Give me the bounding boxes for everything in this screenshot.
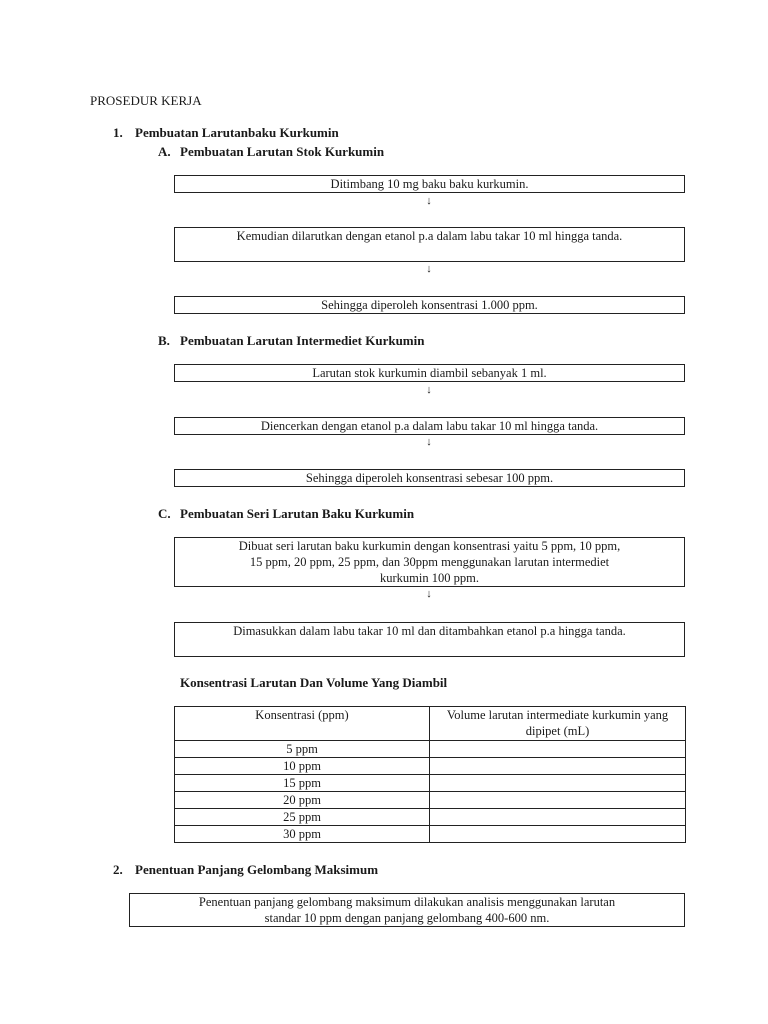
step-box: [174, 175, 685, 193]
arrow-down-icon: ↓: [426, 436, 432, 448]
arrow-down-icon: ↓: [426, 384, 432, 396]
step-box: [174, 537, 685, 587]
table-header-row: [175, 707, 686, 741]
step-box: [174, 296, 685, 314]
subsection-b-letter: B.: [158, 333, 170, 348]
table-cell: [430, 792, 686, 809]
column-header: Volume larutan intermediate kurkumin yang dipipet (mL): [430, 707, 686, 741]
table-cell: [430, 775, 686, 792]
step-text: Sehingga diperoleh konsentrasi 1.000 ppm.: [321, 298, 538, 312]
step-box: [174, 227, 685, 262]
table-row: [175, 758, 686, 775]
table-heading: Konsentrasi Larutan Dan Volume Yang Diambil: [180, 675, 448, 690]
page-title: PROSEDUR KERJA: [90, 93, 202, 108]
table-row: [175, 826, 686, 843]
subsection-c-letter: C.: [158, 506, 171, 521]
section-1-heading: Pembuatan Larutanbaku Kurkumin: [135, 125, 339, 140]
step-text: Penentuan panjang gelombang maksimum dilakukan analisis menggunakan larutan standar 10 ppm dengan panjang gelombang 400-600 nm.: [198, 895, 616, 925]
section-2-number: 2.: [113, 862, 123, 877]
step-text: Dimasukkan dalam labu takar 10 ml dan ditambahkan etanol p.a hingga tanda.: [233, 624, 626, 638]
step-box: [129, 893, 685, 927]
arrow-down-icon: ↓: [426, 263, 432, 275]
section-2-heading: Penentuan Panjang Gelombang Maksimum: [135, 862, 379, 877]
table-cell: [430, 758, 686, 775]
step-box: [174, 469, 685, 487]
step-box: [174, 364, 685, 382]
arrow-down-icon: ↓: [426, 195, 432, 207]
subsection-a-letter: A.: [158, 144, 171, 159]
table-cell: 15 ppm: [175, 775, 430, 792]
concentration-table: [174, 706, 686, 843]
step-text: Sehingga diperoleh konsentrasi sebesar 100 ppm.: [305, 471, 554, 485]
step-box: [174, 417, 685, 435]
column-header: Konsentrasi (ppm): [175, 707, 430, 741]
table-cell: [430, 809, 686, 826]
step-box: [174, 622, 685, 657]
step-text: Diencerkan dengan etanol p.a dalam labu takar 10 ml hingga tanda.: [260, 419, 599, 433]
table-cell: 30 ppm: [175, 826, 430, 843]
table-cell: [430, 826, 686, 843]
table-cell: 20 ppm: [175, 792, 430, 809]
arrow-down-icon: ↓: [426, 588, 432, 600]
table-row: [175, 809, 686, 826]
subsection-c-heading: Pembuatan Seri Larutan Baku Kurkumin: [180, 506, 415, 521]
section-1-number: 1.: [113, 125, 123, 140]
table-row: [175, 792, 686, 809]
subsection-a-heading: Pembuatan Larutan Stok Kurkumin: [180, 144, 385, 159]
subsection-b-heading: Pembuatan Larutan Intermediet Kurkumin: [180, 333, 425, 348]
step-text: Ditimbang 10 mg baku baku kurkumin.: [330, 177, 529, 191]
table-cell: 10 ppm: [175, 758, 430, 775]
table-row: [175, 775, 686, 792]
step-text: Dibuat seri larutan baku kurkumin dengan konsentrasi yaitu 5 ppm, 10 ppm, 15 ppm, 20 ppm, 25 ppm, dan 30ppm menggunakan larutan intermediet kurkumin 100 ppm.: [238, 539, 621, 585]
step-text: Larutan stok kurkumin diambil sebanyak 1 ml.: [312, 366, 547, 380]
table-cell: 25 ppm: [175, 809, 430, 826]
step-text: Kemudian dilarutkan dengan etanol p.a dalam labu takar 10 ml hingga tanda.: [236, 229, 623, 243]
table-cell: [430, 741, 686, 758]
table-row: [175, 741, 686, 758]
table-cell: 5 ppm: [175, 741, 430, 758]
